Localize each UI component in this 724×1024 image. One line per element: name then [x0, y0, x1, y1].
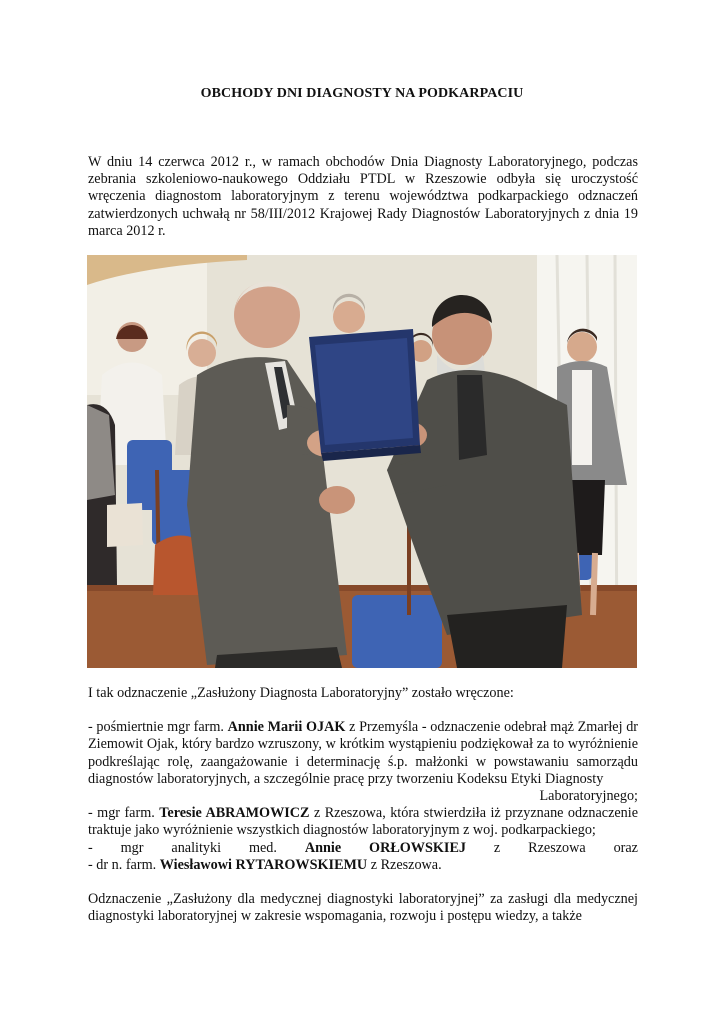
award-item-1-tail: Laboratoryjnego;: [539, 788, 638, 805]
award-item-3-dash: -: [88, 839, 93, 856]
award-item-3-word-1: mgr: [120, 839, 144, 856]
award-item-1-text: z Przemyśla - odznaczenie odebrał mąż Zmarłej dr Ziemowit Ojak, który bardzo wzruszony, w krótkim wystąpieniu podziękował za to wyróżnienie podkreślając rolę, zaangażowanie i determinację ś.p. małżonki w powstawaniu samorządu diagnostów laboratoryjnych, a szczególnie pracę przy tworzeniu Kodeksu Etyki Diagnosty: [88, 719, 639, 787]
award-item-2: [88, 805, 638, 839]
award-item-2-prefix: - mgr farm.: [88, 805, 155, 822]
award-item-2-text: z Rzeszowa, która stwierdziła iż przyznane odznaczenie traktuje jako wyróżnienie wszystkich diagnostów laboratoryjnym z woj. podkarpackiego;: [88, 805, 638, 839]
intro-paragraph: W dniu 14 czerwca 2012 r., w ramach obchodów Dnia Diagnosty Laboratoryjnego, podczas zebrania szkoleniowo-naukowego Oddziału PTDL w Rzeszowie odbyła się uroczystość wręczenia diagnostom laboratoryjnym z terenu województwa podkarpackiego odznaczeń zatwierdzonych uchwałą nr 58/III/2012 Krajowej Rady Diagnostów Laboratoryjnych z dnia 19 marca 2012 r.: [88, 154, 638, 239]
award-item-3-word-6: oraz: [613, 839, 638, 856]
award-item-1-name: Annie Marii OJAK: [227, 719, 346, 736]
award-item-3: [88, 840, 638, 857]
award-item-3-word-5: Rzeszowa: [528, 839, 586, 856]
award-item-3-word-2: analityki: [171, 839, 222, 856]
award-item-3-word-3: med.: [248, 839, 277, 856]
ceremony-photo: [87, 255, 637, 668]
award-item-3-first-name: Annie: [304, 839, 342, 856]
award-item-3-last-name: ORŁOWSKIEJ: [369, 839, 467, 856]
award-item-1: [88, 719, 638, 788]
document-title: OBCHODY DNI DIAGNOSTY NA PODKARPACIU: [200, 86, 524, 101]
ceremony-photo-illustration: [87, 255, 637, 668]
closing-paragraph: Odznaczenie „Zasłużony dla medycznej diagnostyki laboratoryjnej” za zasługi dla medycznej diagnostyki laboratoryjnej w zakresie wspomagania, rozwoju i postępu wiedzy, a także: [88, 891, 638, 925]
award-item-4: [88, 857, 638, 874]
award-intro: I tak odznaczenie „Zasłużony Diagnosta Laboratoryjny” zostało wręczone:: [88, 685, 514, 701]
award-item-4-name: Wiesławowi RYTAROWSKIEMU: [159, 856, 368, 873]
award-item-1-prefix: - pośmiertnie mgr farm.: [88, 719, 224, 736]
award-item-3-word-4: z: [493, 839, 501, 856]
award-item-2-name: Teresie ABRAMOWICZ: [159, 805, 310, 822]
awards-section: [88, 685, 638, 925]
award-item-4-prefix: - dr n. farm.: [88, 856, 157, 873]
award-item-4-text: z Rzeszowa.: [370, 856, 442, 873]
